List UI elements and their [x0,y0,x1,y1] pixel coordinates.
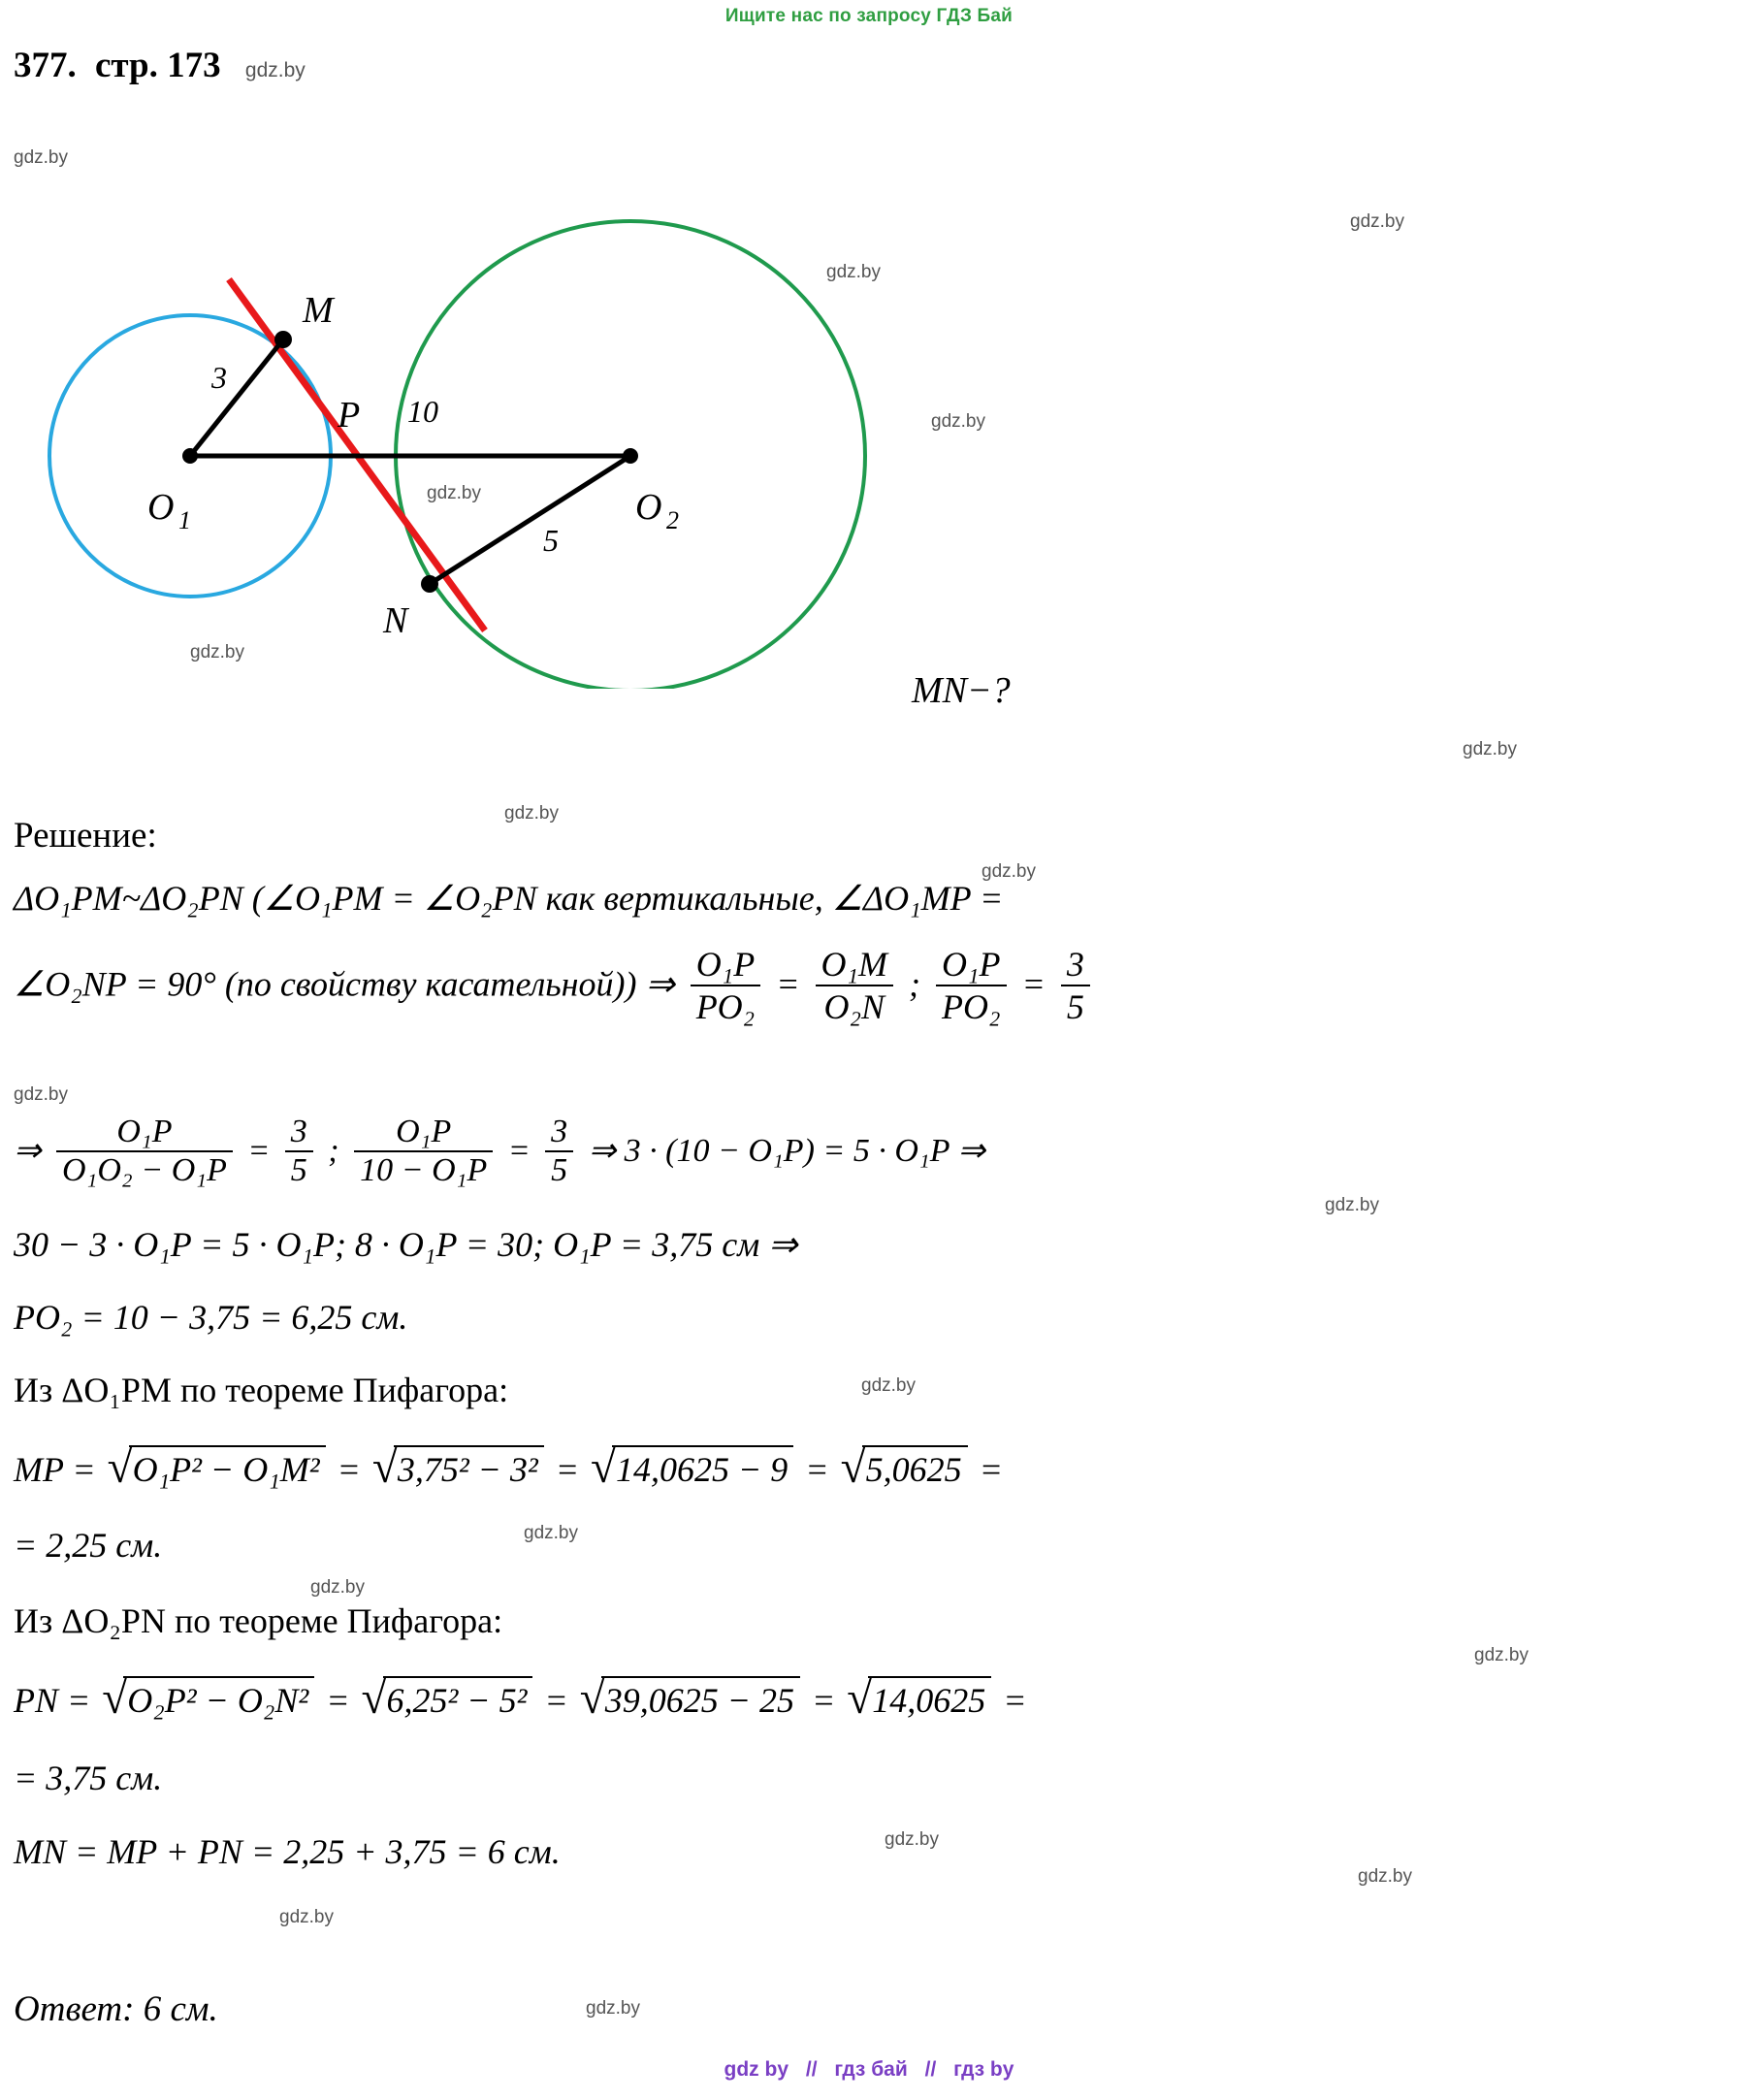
radical-5 [102,1676,314,1721]
footer-links [0,2058,1738,2082]
footer-link-1[interactable]: gdz by [724,2058,789,2081]
question-mn: MN−? [912,670,1011,711]
footer-separator-2: // [924,2058,937,2081]
solution-line-7 [14,1445,1003,1490]
radicand: 14,0625 [868,1676,991,1721]
equals-sign: = [1021,964,1046,1004]
fraction-3-5 [1061,944,1090,1027]
watermark: gdz.by [14,1084,68,1105]
fraction-o1p-po2-b [936,944,1007,1027]
fraction-o1p-o1o2minus [56,1114,233,1189]
equals-sign: = [812,1681,836,1720]
solution-line-11: = 3,75 см. [14,1759,163,1797]
footer-separator-1: // [805,2058,818,2081]
answer-line: Ответ: 6 см. [14,1989,218,2029]
label-radius-big: 5 [543,523,559,558]
fraction-denominator: 5 [1061,985,1090,1027]
radicand: 14,0625 − 9 [612,1445,793,1490]
equals-sign: = [247,1132,271,1169]
equals-sign: = [544,1681,568,1720]
label-m: M [303,290,334,331]
solution-line-3 [14,1115,985,1191]
solution-line-4: 30 − 3 · O₁P = 5 · O₁P; 8 · O₁P = 30; O₁P = 3,75 см ⇒ [14,1225,798,1264]
fraction-denominator: 5 [545,1150,573,1189]
fraction-denominator: O₂N [816,985,894,1027]
solution-line-9: Из ΔO₂PN по теореме Пифагора: [14,1601,503,1640]
fraction-numerator: O₁P [695,945,756,984]
page-title [14,45,306,86]
watermark: gdz.by [1358,1866,1412,1887]
equals-sign: = [337,1450,361,1489]
watermark: gdz.by [190,642,244,662]
radicand: 39,0625 − 25 [601,1676,800,1721]
radical-4 [841,1445,968,1490]
radicand: O₁P² − O₁M² [129,1445,326,1490]
radical-8 [847,1676,991,1721]
radical-7 [580,1676,800,1721]
equals-sign: = [507,1132,531,1169]
fraction-numerator: O₁P [116,1114,173,1149]
watermark: gdz.by [586,1998,640,2019]
point-o2 [623,448,638,464]
solution-line-2-text: ∠O₂NP = 90° (по свойству касательной)) ⇒ [14,964,675,1004]
radicand: 3,75² − 3² [394,1445,544,1490]
segment-o2-n [430,456,630,584]
solution-line-2 [14,946,1097,1029]
fraction-numerator: 3 [551,1114,568,1149]
watermark: gdz.by [504,803,559,824]
radicand: 5,0625 [862,1445,968,1490]
solution-label: Решение: [14,816,157,856]
fraction-denominator: 10 − O₁P [354,1150,493,1189]
radical-2 [372,1445,544,1490]
watermark: gdz.by [1474,1645,1529,1665]
fraction-denominator: PO₂ [691,985,761,1027]
radical-3 [591,1445,793,1490]
watermark: gdz.by [427,483,481,503]
fraction-3-5-b [285,1114,313,1189]
solution-line-6: Из ΔO₁PM по теореме Пифагора: [14,1371,509,1409]
segment-o1-m [190,339,283,456]
watermark: gdz.by [982,861,1036,882]
equals-sign: = [776,964,800,1004]
watermark: gdz.by [931,411,985,432]
fraction-denominator: O₁O₂ − O₁P [56,1150,233,1189]
point-n [421,575,438,593]
fraction-3-5-c [545,1114,573,1189]
solution-line-12: MN = MP + PN = 2,25 + 3,75 = 6 см. [14,1832,561,1871]
solution-line-8: = 2,25 см. [14,1526,163,1565]
fraction-o1m-o2n [816,944,894,1027]
fraction-o1p-po2 [691,944,761,1027]
fraction-numerator: O₁P [396,1114,452,1149]
page-reference: стр. 173 [95,46,221,85]
label-o2: O [635,487,662,528]
label-o1-sub: 1 [178,506,191,534]
fraction-denominator: 5 [285,1150,313,1189]
radical-1 [108,1445,326,1490]
watermark: gdz.by [14,147,68,168]
watermark: gdz.by [1325,1195,1379,1215]
radicand: O₂P² − O₂N² [123,1676,314,1721]
semicolon: ; [909,964,921,1004]
watermark: gdz.by [1350,211,1404,232]
equals-sign: = [326,1681,350,1720]
point-o1 [182,448,198,464]
equals-sign: = [1003,1681,1027,1720]
fraction-numerator: O₁P [942,945,1001,984]
watermark: gdz.by [279,1907,334,1927]
fraction-denominator: PO₂ [936,985,1007,1027]
watermark: gdz.by [310,1577,365,1598]
label-o2-sub: 2 [666,506,679,534]
label-n: N [383,600,408,641]
radicand: 6,25² − 5² [383,1676,533,1721]
watermark: gdz.by [524,1523,578,1543]
label-p: P [338,395,361,436]
implies-sign: ⇒ [14,1132,42,1169]
solution-line-3-tail: ⇒ 3 · (10 − O₁P) = 5 · O₁P ⇒ [588,1132,985,1169]
fraction-numerator: 3 [290,1114,307,1149]
label-radius-small: 3 [211,360,227,395]
semicolon: ; [328,1132,339,1169]
solution-line-10 [14,1676,1027,1721]
fraction-o1p-10minus [354,1114,493,1189]
equals-sign: = [979,1450,1003,1489]
watermark: gdz.by [861,1375,916,1396]
solution-line-5: PO₂ = 10 − 3,75 = 6,25 см. [14,1298,408,1337]
watermark: gdz.by [885,1829,939,1850]
equals-sign: = [555,1450,579,1489]
watermark: gdz.by [1463,739,1517,759]
solution-line-1-text: ΔO₁PM~ΔO₂PN (∠O₁PM = ∠O₂PN как вертикальные, ∠ΔO₁MP = [14,879,1004,918]
point-m [274,331,292,348]
footer-link-3[interactable]: гдз by [953,2058,1014,2081]
watermark: gdz.by [826,262,881,282]
radical-6 [362,1676,533,1721]
task-number: 377. [14,46,77,85]
geometry-figure [0,145,1164,689]
site-promo-banner: Ищите нас по запросу ГДЗ Бай [724,6,1014,26]
pn-label: PN = [14,1681,91,1720]
label-distance: 10 [407,394,438,429]
solution-line-1 [14,878,1003,919]
fraction-numerator: O₁M [821,945,888,984]
fraction-numerator: 3 [1066,945,1084,984]
mp-label: MP = [14,1450,96,1489]
heading-watermark: gdz.by [244,59,306,81]
label-o1: O [147,487,175,528]
footer-link-2[interactable]: гдз бай [834,2058,908,2081]
equals-sign: = [805,1450,829,1489]
